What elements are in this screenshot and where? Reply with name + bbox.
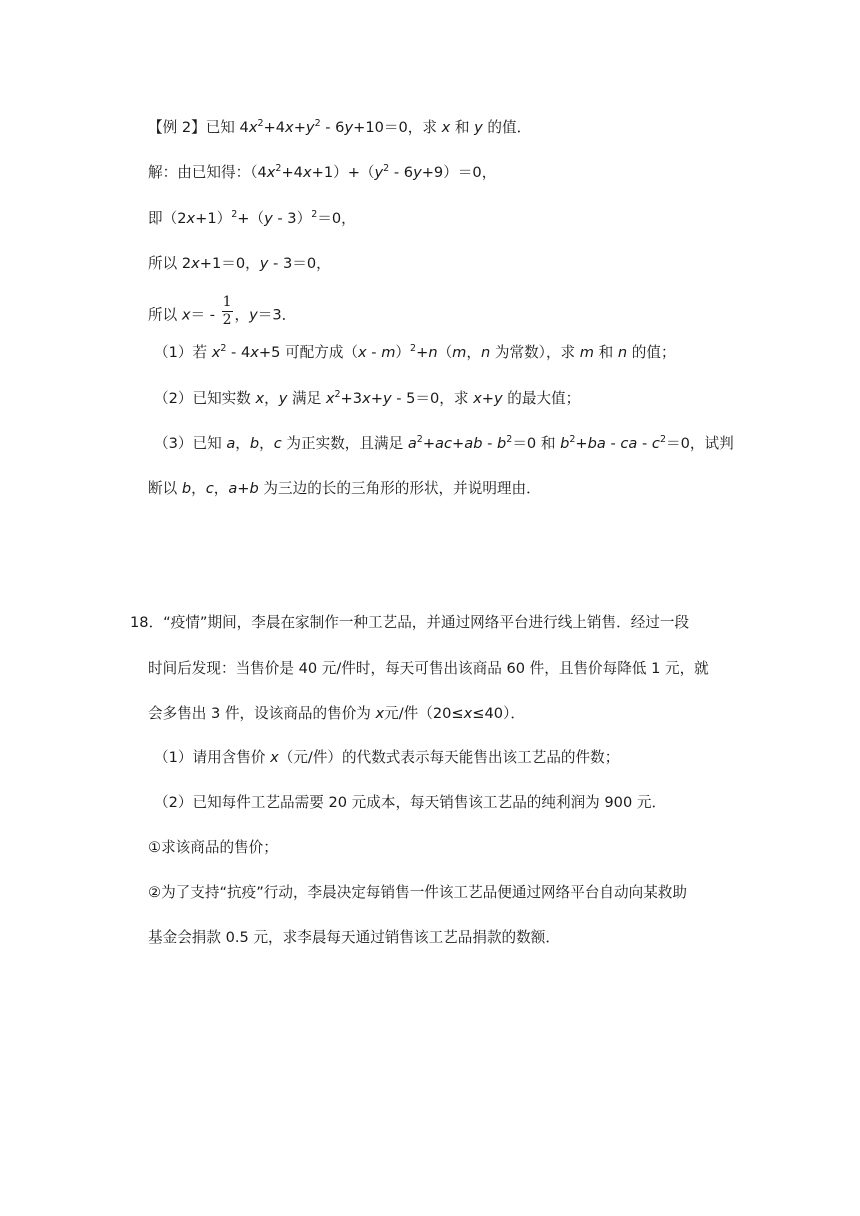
problem-18-line-3 <box>148 704 525 724</box>
var: a <box>228 480 238 497</box>
text: 和 <box>594 344 618 361</box>
var: x <box>186 210 196 227</box>
text: ， <box>191 480 206 497</box>
text: 【例 2】已知 <box>148 119 240 136</box>
solution-line-1 <box>148 163 496 183</box>
text: 会多售出 3 件，设该商品的售价为 <box>148 705 376 722</box>
text: - <box>605 435 621 452</box>
text: +3 <box>340 390 363 407</box>
var: x <box>362 390 371 407</box>
denominator: 2 <box>222 312 232 328</box>
var: n <box>617 344 628 361</box>
var: x <box>325 390 335 407</box>
var: b <box>497 435 507 452</box>
text: （2）已知实数 <box>154 390 256 407</box>
exp: 2 <box>334 389 341 400</box>
text: +9）＝0， <box>421 164 497 181</box>
var: y <box>305 119 315 136</box>
text: +1）+（ <box>311 164 375 181</box>
var: n <box>428 344 438 361</box>
exp: 2 <box>416 434 423 445</box>
problem-18-line-2: 时间后发现：当售价是 40 元/件时，每天可售出该商品 60 件，且售价每降低 1 元，就 <box>148 660 709 677</box>
var: y <box>494 390 503 407</box>
solution-line-4 <box>148 294 297 333</box>
var: y <box>413 164 422 181</box>
text: 的最大值； <box>502 390 581 407</box>
text: - 5＝0，求 <box>391 390 474 407</box>
var: y <box>249 306 258 324</box>
var: x <box>255 390 265 407</box>
text: 满足 <box>287 390 326 407</box>
var: x <box>473 390 482 407</box>
var: x <box>285 119 294 136</box>
var: ab <box>464 435 483 452</box>
text: 元/件（20≤ <box>384 705 464 722</box>
example-2-statement <box>148 118 531 138</box>
var: x <box>181 306 191 324</box>
text: 的值． <box>482 119 532 136</box>
solution-line-3 <box>148 254 331 274</box>
text: +4 <box>281 164 303 181</box>
var: x <box>191 255 200 272</box>
text: + <box>452 435 465 452</box>
text: ， <box>264 390 279 407</box>
text: 所以 2 <box>148 255 192 272</box>
var: x <box>441 119 451 136</box>
exp: 2 <box>659 434 666 445</box>
text: ＝ - <box>190 306 220 324</box>
example-question-3-cont <box>148 479 541 499</box>
text: 为常数），求 <box>490 344 580 361</box>
example-question-2 <box>154 389 580 409</box>
text: +1） <box>195 210 232 227</box>
text: 所以 <box>148 306 182 324</box>
text: 为正实数，且满足 <box>281 435 408 452</box>
text: 即（2 <box>148 210 187 227</box>
exp: 2 <box>314 118 321 129</box>
problem-18-sub-2-cont: 基金会捐款 0.5 元，求李晨每天通过销售该工艺品捐款的数额． <box>148 929 560 946</box>
var: y <box>259 255 269 272</box>
example-question-1 <box>154 343 676 363</box>
text: ， <box>259 435 274 452</box>
var: c <box>205 480 214 497</box>
example-question-3 <box>154 434 734 454</box>
text: 的值； <box>627 344 676 361</box>
text: ＝0 和 <box>512 435 561 452</box>
text: （元/件）的代数式表示每天能售出该工艺品的件数； <box>278 749 620 766</box>
var: y <box>382 390 392 407</box>
text: +10＝0，求 <box>353 119 442 136</box>
text: +1＝0， <box>199 255 260 272</box>
var: x <box>463 705 473 722</box>
var: x <box>250 344 259 361</box>
text: ， <box>234 306 250 324</box>
text: + <box>237 480 250 497</box>
exp: 2 <box>311 209 318 220</box>
var: b <box>181 480 192 497</box>
var: ca <box>620 435 638 452</box>
text: ＝0， <box>317 210 356 227</box>
var: b <box>249 435 260 452</box>
solution-line-2 <box>148 209 356 229</box>
var: y <box>264 210 273 227</box>
var: x <box>270 749 279 766</box>
problem-18-question-2: （2）已知每件工艺品需要 20 元成本，每天销售该工艺品的纯利润为 900 元． <box>154 794 667 811</box>
text: - 6 <box>320 119 345 136</box>
text: + <box>293 119 306 136</box>
var: n <box>481 344 491 361</box>
text: - 3） <box>272 210 312 227</box>
text: - 4 <box>226 344 251 361</box>
var: m <box>579 344 595 361</box>
text: ， <box>235 435 250 452</box>
text: ≤40）． <box>472 705 525 722</box>
text: +4 <box>263 119 286 136</box>
problem-18-line-1: 18．“疫情”期间，李晨在家制作一种工艺品，并通过网络平台进行线上销售．经过一段 <box>130 614 690 631</box>
exp: 2 <box>569 434 576 445</box>
text: （1）若 <box>154 344 212 361</box>
var: x <box>266 164 276 181</box>
text: + <box>481 390 494 407</box>
text: 4 <box>239 119 249 136</box>
text: ＝3． <box>257 306 297 324</box>
var: x <box>358 344 367 361</box>
text: ） <box>395 344 411 361</box>
var: a <box>226 435 236 452</box>
exp: 2 <box>257 118 264 129</box>
text: （3）已知 <box>154 435 227 452</box>
text: + <box>370 390 383 407</box>
var: x <box>375 705 385 722</box>
text: + <box>416 344 429 361</box>
var: y <box>278 390 288 407</box>
text: （ <box>437 344 453 361</box>
var: m <box>381 344 396 361</box>
text: - <box>637 435 652 452</box>
text: 解：由已知得：（4 <box>148 164 267 181</box>
text: + <box>575 435 588 452</box>
problem-18-sub-2: ②为了支持“抗疫”行动，李晨决定每销售一件该工艺品便通过网络平台自动向某救助 <box>148 884 687 901</box>
text: - <box>366 344 382 361</box>
text: - <box>482 435 498 452</box>
text: - 6 <box>389 164 414 181</box>
var: y <box>374 164 384 181</box>
exp: 2 <box>275 163 282 174</box>
var: c <box>651 435 660 452</box>
text: +5 可配方成（ <box>258 344 359 361</box>
text: - 3＝0， <box>268 255 331 272</box>
fraction-one-half <box>222 294 233 329</box>
var: y <box>344 119 354 136</box>
var: x <box>211 344 221 361</box>
text: 断以 <box>148 480 182 497</box>
exp: 2 <box>231 209 238 220</box>
text: 和 <box>450 119 475 136</box>
var: ac <box>435 435 453 452</box>
text: 为三边的长的三角形的形状，并说明理由． <box>258 480 541 497</box>
exp: 2 <box>220 343 227 354</box>
exp: 2 <box>506 434 513 445</box>
text: （1）请用含售价 <box>154 749 271 766</box>
var: y <box>474 119 483 136</box>
var: ba <box>587 435 606 452</box>
problem-18-question-1 <box>154 748 619 768</box>
numerator: 1 <box>222 294 232 310</box>
var: a <box>407 435 417 452</box>
text: + <box>422 435 436 452</box>
var: b <box>560 435 570 452</box>
var: x <box>302 164 312 181</box>
var: x <box>248 119 258 136</box>
text: ＝0，试判 <box>666 435 734 452</box>
text: ， <box>466 344 481 361</box>
var: m <box>452 344 467 361</box>
text: ， <box>213 480 229 497</box>
text: +（ <box>237 210 265 227</box>
exp: 2 <box>383 163 390 174</box>
var: c <box>273 435 282 452</box>
exp: 2 <box>410 343 417 354</box>
var: b <box>249 480 259 497</box>
problem-18-sub-1: ①求该商品的售价； <box>148 839 278 856</box>
